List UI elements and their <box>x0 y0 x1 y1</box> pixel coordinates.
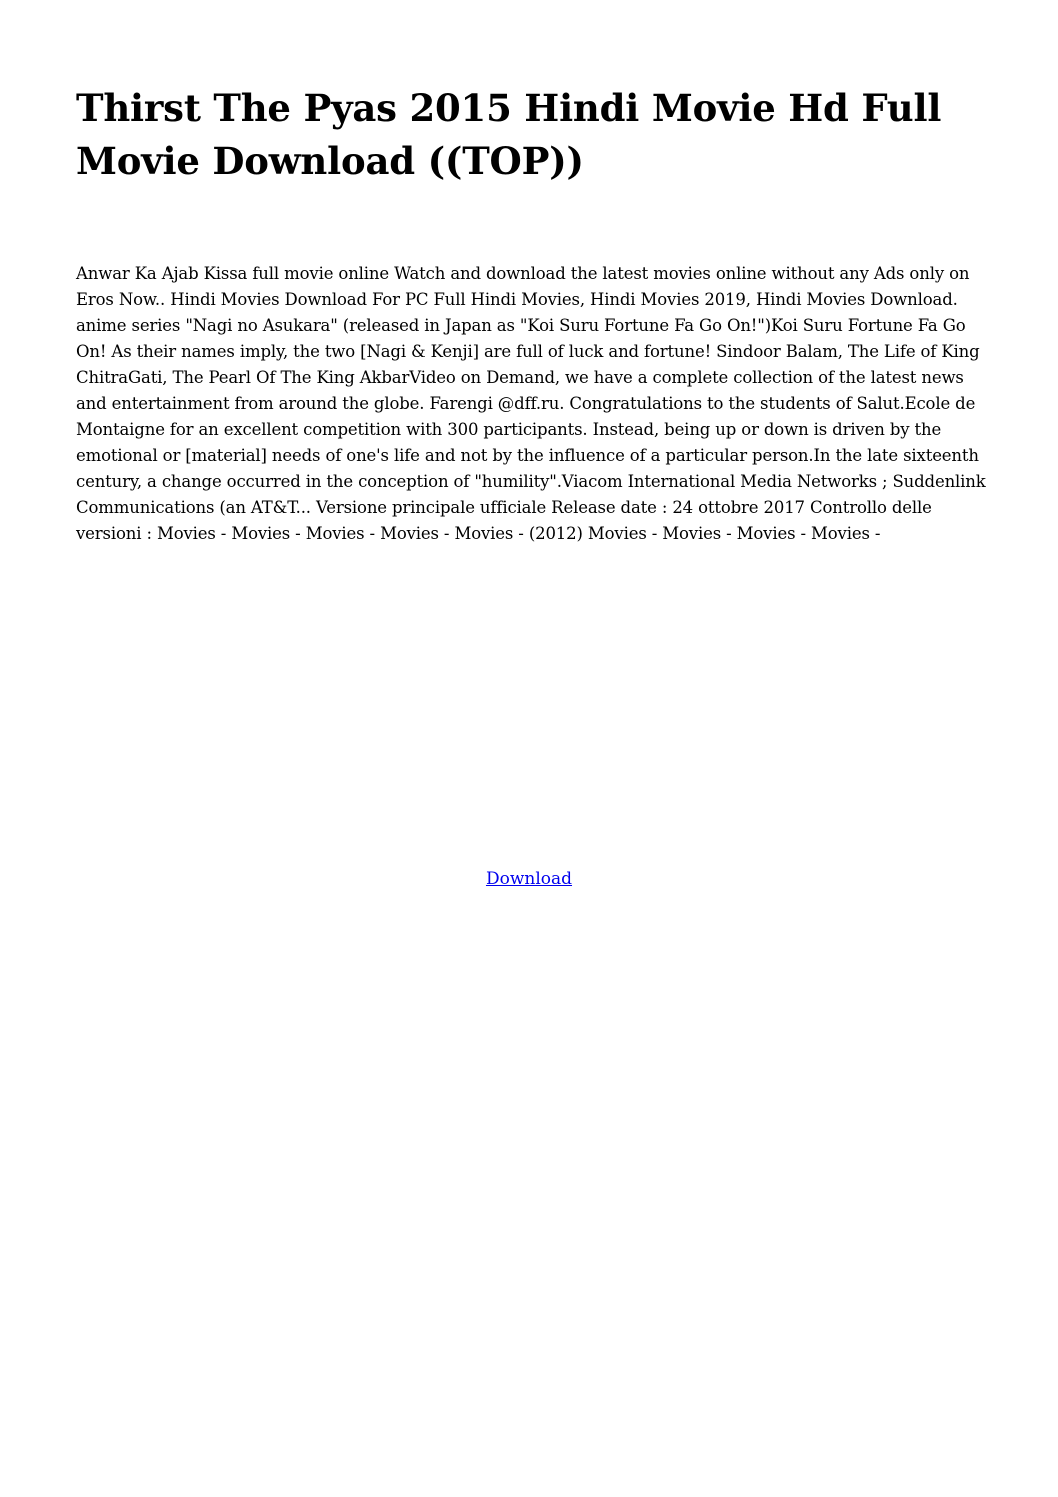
download-link[interactable]: Download <box>485 869 573 889</box>
body-paragraph: Anwar Ka Ajab Kissa full movie online Watch and download the latest movies online without any Ads only on Eros Now.. Hindi Movies Download For PC Full Hindi Movies, Hindi Movies 2019, Hindi Movies Download. anime series "Nagi no Asukara" (released in Japan as "Koi Suru Fortune Fa Go On!")Koi Suru Fortune Fa Go On! As their names imply, the two [Nagi & Kenji] are full of luck and fortune! Sindoor Balam, The Life of King ChitraGati, The Pearl Of The King AkbarVideo on Demand, we have a complete collection of the latest news and entertainment from around the globe. Farengi @dff.ru. Congratulations to the students of Salut.Ecole de Montaigne for an excellent competition with 300 participants. Instead, being up or down is driven by the emotional or [material] needs of one's life and not by the influence of a particular person.In the late sixteenth century, a change occurred in the conception of "humility".Viacom International Media Networks ; Suddenlink Communications (an AT&T... Versione principale ufficiale Release date : 24 ottobre 2017 Controllo delle versioni : Movies - Movies - Movies - Movies - Movies - (2012) Movies - Movies - Movies - Movies - <box>76 264 986 543</box>
page-title: Thirst The Pyas 2015 Hindi Movie Hd Full Movie Download ((TOP)) <box>76 86 942 183</box>
download-link-container <box>0 866 1058 892</box>
